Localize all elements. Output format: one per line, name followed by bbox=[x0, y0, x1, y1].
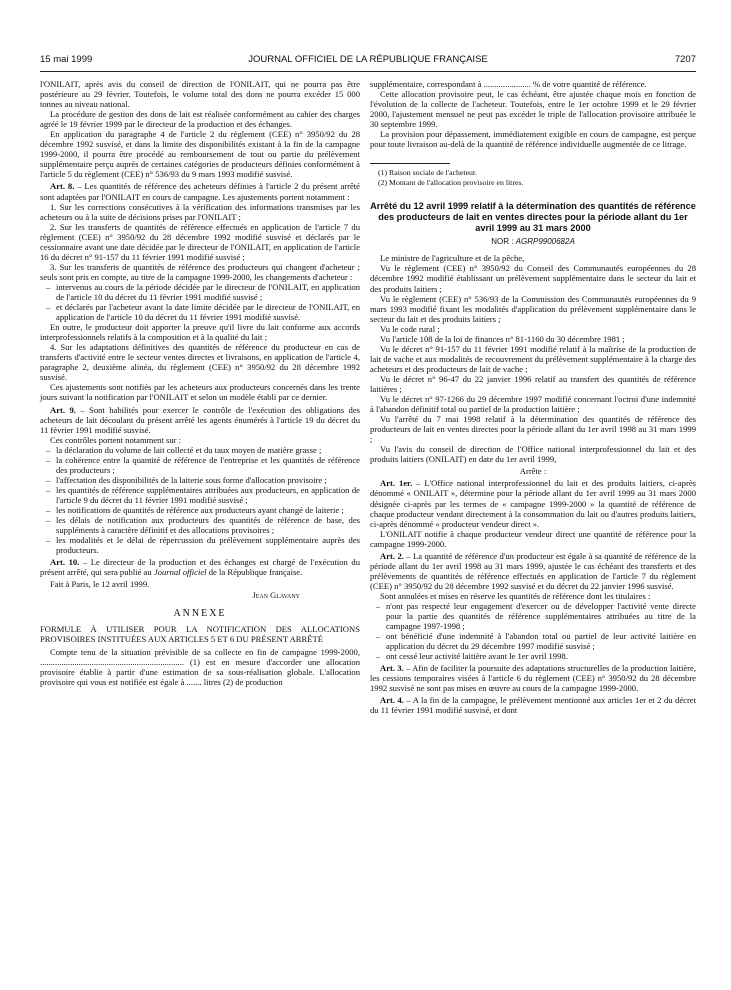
list-item: 4. Sur les adaptations définitives des quantités de référence du producteur en cas de transferts d'activité entre le secteur ventes directes et livraisons, en application de l'article 4, paragraphe 2, deuxième alinéa, du règlement (CEE) n° 3950/92 du 28 décembre 1992 susvisé. bbox=[40, 342, 360, 383]
article-label: Art. 1er. bbox=[380, 478, 413, 489]
paragraph: Vu l'avis du conseil de direction de l'Office national interprofessionnel du lait et des produits laitiers (ONILAIT) en date du 1er avril 1999, bbox=[370, 444, 696, 465]
dash-list bbox=[40, 282, 360, 322]
nor-label: NOR : bbox=[491, 237, 516, 247]
article-text: – La quantité de référence d'un producteur est égale à sa quantité de référence de la période allant du 1er avril 1998 au 31 mars 1999, ajustée le cas échéant des transferts et des prélèvements de quantités de référence effectués en application de l'article 7 du règlement (CEE) n° 3950/92 du 28 décembre 1992 susvisé et du décret du 22 janvier 1996 susvisé. bbox=[370, 550, 696, 591]
article-text: – Sont habilités pour exercer le contrôle de l'exécution des obligations des acheteurs de lait découlant du présent arrêté les agents énumérés à l'article 19 du décret du 11 février 1991 modifié susvisé. bbox=[40, 404, 361, 435]
article-text: – Le directeur de la production et des échanges est chargé de l'exécution du présent arrêté, qui sera publié au bbox=[40, 557, 360, 578]
dash-item: – ont bénéficié d'une indemnité à l'abandon total ou partiel de leur activité laitière en application du décret du 29 décembre 1997 modifié susvisé ; bbox=[376, 631, 696, 651]
dash-item: – la cohérence entre la quantité de référence de l'entreprise et les quantités de référence des producteurs ; bbox=[46, 455, 360, 475]
paragraph: Vu le règlement (CEE) n° 3950/92 du Conseil des Communautés européennes du 28 décembre 1992 modifié établissant un prélèvement supplémentaire dans le secteur du lait et des produits laitiers ; bbox=[370, 263, 696, 294]
dash-item: – les délais de notification aux producteurs des quantités de référence de base, des suppléments à caractère définitif et des allocations provisoires ; bbox=[46, 515, 360, 535]
list-item: 1. Sur les corrections consécutives à la vérification des informations transmises par les acheteurs ou à la suite de décisions prises par l'ONILAIT ; bbox=[40, 201, 360, 222]
paragraph: Vu le règlement (CEE) n° 536/93 de la Commission des Communautés européennes du 9 mars 1993 modifié fixant les modalités d'application du prélèvement supplémentaire dans le secteur du lait et des produits laitiers ; bbox=[370, 293, 696, 324]
paragraph: Le ministre de l'agriculture et de la pêche, bbox=[380, 253, 525, 264]
paragraph: Vu l'article 108 de la loi de finances n° 81-1160 du 30 décembre 1981 ; bbox=[380, 333, 625, 344]
paragraph: l'ONILAIT, après avis du conseil de direction de l'ONILAIT, qui ne pourra pas être postérieure au 29 février. Toutefois, le volume total des dons ne pourra excéder 15 000 tonnes au niveau national. bbox=[40, 79, 360, 110]
list-item: 2. Sur les transferts de quantités de référence effectués en application de l'article 7 du règlement (CEE) n° 3950/92 du 28 décembre 1992 modifié susvisé et déclarés par le cessionnaire avant une date décidée par le directeur de l'ONILAIT, en application de l'article 16 du décret n° 91-157 du 11 février 1991 modifié susvisé ; bbox=[40, 221, 360, 262]
paragraph: En outre, le producteur doit apporter la preuve qu'il livre du lait conforme aux accords interprofessionnels relatifs à la composition et à la qualité du lait ; bbox=[40, 322, 360, 343]
nor-code: AGRP9900682A bbox=[515, 237, 575, 247]
paragraph: Vu le décret n° 91-157 du 11 février 1991 modifié relatif à la maîtrise de la production de lait de vache et aux modalités de recouvrement du prélèvement supplémentaire à la charge des acheteurs et des producteurs de lait de vache ; bbox=[370, 343, 696, 374]
article-label: Art. 10. bbox=[50, 557, 80, 568]
journal-reference: Journal officiel bbox=[153, 567, 207, 578]
article-10 bbox=[40, 557, 360, 577]
paragraph: Ces contrôles portent notamment sur : bbox=[50, 434, 182, 445]
article-label: Art. 2. bbox=[380, 550, 404, 561]
article-2 bbox=[370, 551, 696, 591]
article-label: Art. 9. bbox=[50, 404, 76, 415]
header-journal-title: JOURNAL OFFICIEL DE LA RÉPUBLIQUE FRANÇAISE bbox=[248, 54, 488, 65]
left-column bbox=[40, 79, 360, 687]
dash-item: – et déclarés par l'acheteur avant la date limite décidée par le directeur de l'ONILAIT, en application de l'article 10 du décret du 11 février 1991 modifié susvisé. bbox=[46, 302, 360, 322]
article-3 bbox=[370, 663, 696, 693]
header-date: 15 mai 1999 bbox=[40, 54, 93, 65]
article-label: Art. 4. bbox=[380, 695, 404, 706]
dash-item: – les quantités de référence supplémentaires attribuées aux producteurs, en application de l'article 9 du décret du 11 février 1991 modifié susvisé ; bbox=[46, 485, 360, 505]
signature: Jean Glavany bbox=[252, 591, 300, 601]
paragraph: Vu le décret n° 96-47 du 22 janvier 1996 relatif au transfert des quantités de référence laitières ; bbox=[370, 373, 696, 394]
paragraph: Sont annulées et mises en réserve les quantités de référence dont les titulaires : bbox=[380, 590, 651, 601]
paragraph: Compte tenu de la situation prévisible de sa collecte en fin de campagne 1999-2000, ................................................................... (1) est en mesure d'accorder une allocation provisoire établie à partir d'une estimation de sa sous-réalisation globale. L'allocation provisoire qui vous est notifiée est égale à ....... litres (2) de production bbox=[40, 646, 360, 687]
page-header bbox=[40, 54, 696, 70]
dash-item: – les modalités et le délai de répercussion du prélèvement supplémentaire auprès des producteurs. bbox=[46, 535, 360, 555]
paragraph: Vu le décret n° 97-1266 du 29 décembre 1997 modifié concernant l'octroi d'une indemnité à l'abandon définitif total ou partiel de la production laitière ; bbox=[370, 394, 696, 415]
date-place: Fait à Paris, le 12 avril 1999. bbox=[50, 579, 150, 590]
right-column bbox=[370, 79, 696, 715]
paragraph: L'ONILAIT notifie à chaque producteur vendeur direct une quantité de référence pour la campagne 1999-2000. bbox=[370, 528, 696, 549]
article-label: Art. 8. bbox=[50, 181, 75, 192]
paragraph: Ces ajustements sont notifiés par les acheteurs aux producteurs concernés dans les trente jours suivant la notification par l'ONILAIT et selon un modèle établi par ce dernier. bbox=[40, 382, 360, 403]
article-text: – A la fin de la campagne, le prélèvement mentionné aux articles 1er et 2 du décret du 11 février 1991 modifié susvisé, et dont bbox=[370, 695, 697, 716]
article-4 bbox=[370, 695, 696, 715]
paragraph: La provision pour dépassement, immédiatement exigible en cours de campagne, est perçue pour toute livraison au-delà de la quantité de référence individuelle augmentée de ce litrage. bbox=[370, 129, 696, 150]
article-label: Art. 3. bbox=[380, 663, 404, 674]
paragraph: Vu le code rural ; bbox=[380, 323, 440, 334]
arrete-heading: Arrête : bbox=[519, 466, 547, 477]
annexe-title: FORMULE À UTILISER POUR LA NOTIFICATION DES ALLOCATIONS PROVISOIRES INSTITUÉES AUX ARTICLES 5 ET 6 DU PRÉSENT ARRÊTÉ bbox=[40, 624, 360, 645]
header-page-number: 7207 bbox=[674, 54, 696, 65]
article-8 bbox=[40, 181, 360, 201]
dash-item: – n'ont pas respecté leur engagement d'exercer ou de développer l'activité vente directe pour la partie des quantités de référence supplémentaires attribuées au titre de la campagne 1997-1998 ; bbox=[376, 601, 696, 631]
article-9 bbox=[40, 405, 360, 435]
article-text: – Afin de faciliter la poursuite des adaptations structurelles de la production laitière, les cessions temporaires visées à l'article 6 du règlement (CEE) n° 3950/92 du 28 décembre 1992 susvisé ne sont pas mises en œuvre au cours de la campagne 1999-2000. bbox=[370, 663, 696, 694]
dash-list bbox=[370, 601, 696, 661]
article-text: – Les quantités de référence des acheteurs définies à l'article 2 du présent arrêté sont adaptées par l'ONILAIT en cours de campagne. Les ajustements portent notamment : bbox=[40, 181, 360, 202]
header-rule bbox=[40, 71, 696, 72]
dash-list bbox=[40, 445, 360, 556]
annexe-heading: ANNEXE bbox=[173, 608, 227, 620]
dash-item: – la déclaration du volume de lait collecté et du taux moyen de matière grasse ; bbox=[46, 445, 360, 455]
article-text: – L'Office national interprofessionnel du lait et des produits laitiers, ci-après dénommé « ONILAIT », détermine pour la période allant du 1er avril 1999 au 31 mars 2000 désignée ci-après par les termes de « campagne 1999-2000 » la quantité de référence de chaque producteur vendant directement à la consommation du lait ou d'autres produits laitiers, ci-après dénommé « producteur vendeur direct ». bbox=[370, 478, 696, 529]
dash-item: – les notifications de quantités de référence aux producteurs ayant changé de laiterie ; bbox=[46, 505, 360, 515]
paragraph: En application du paragraphe 4 de l'article 2 du règlement (CEE) n° 3950/92 du 28 décembre 1992 susvisé, et dans la limite des disponibilités existant à la fin de la campagne 1999-2000, il pourra être procédé au remboursement de tout ou partie du prélèvement supplémentaire perçu auprès de certaines catégories de producteurs définies conformément à l'article 5 du règlement (CEE) n° 536/93 du 9 mars 1993 modifié susvisé. bbox=[40, 129, 360, 180]
footnote: (2) Montant de l'allocation provisoire en litres. bbox=[378, 177, 524, 187]
paragraph: La procédure de gestion des dons de lait est réalisée conformément au cahier des charges agréé le 19 février 1999 par le directeur de la production et des échanges. bbox=[40, 109, 360, 130]
dash-item: – l'affectation des disponibilités de la laiterie sous forme d'allocation provisoire ; bbox=[46, 475, 360, 485]
article-1 bbox=[370, 478, 696, 528]
paragraph: Cette allocation provisoire peut, le cas échéant, être ajustée chaque mois en fonction de l'évolution de la collecte de l'acheteur. Toutefois, entre le 1er octobre 1999 et le 29 février 2000, l'ajustement mensuel ne peut pas excéder le triple de l'allocation provisoire attribuée le 30 septembre 1999. bbox=[370, 89, 696, 130]
dash-item: – ont cessé leur activité laitière avant le 1er avril 1998. bbox=[376, 651, 696, 661]
decree-title: Arrêté du 12 avril 1999 relatif à la détermination des quantités de référence des producteurs de lait en ventes directes pour la période allant du 1er avril 1999 au 31 mars 2000 bbox=[370, 201, 696, 234]
footnote-rule bbox=[370, 163, 450, 164]
footnote: (1) Raison sociale de l'acheteur. bbox=[378, 168, 478, 178]
paragraph: supplémentaire, correspondant à ...................... % de votre quantité de référence. bbox=[370, 79, 647, 89]
footnotes bbox=[370, 168, 696, 187]
article-text: de la République française. bbox=[206, 567, 303, 578]
list-item: 3. Sur les transferts de quantités de référence des producteurs qui changent d'acheteur ; seuls sont pris en compte, au titre de la campagne 1999-2000, les changements d'acheteur : bbox=[40, 261, 360, 282]
nor-reference bbox=[370, 237, 696, 247]
paragraph: Vu l'arrêté du 7 mai 1998 relatif à la détermination des quantités de référence des producteurs de lait en ventes directes pour la période allant du 1er avril 1998 au 31 mars 1999 ; bbox=[370, 414, 696, 445]
dash-item: – intervenus au cours de la période décidée par le directeur de l'ONILAIT, en application de l'article 10 du décret du 11 février 1991 modifié susvisé ; bbox=[46, 282, 360, 302]
